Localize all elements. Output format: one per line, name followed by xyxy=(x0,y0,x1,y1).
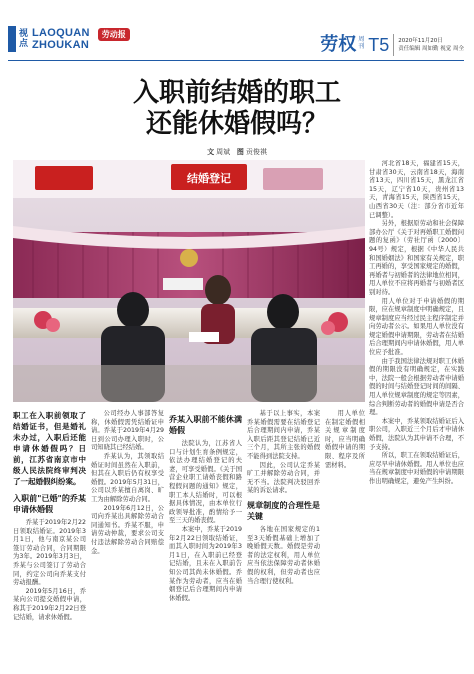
article-column-3 xyxy=(169,410,242,603)
red-sign-left xyxy=(35,166,93,190)
right-para-1: 河北省18天，福建省15天，甘肃省30天，云南省18天，海南省13天，四川省15天，黑龙江省15天，辽宁省10天，贵州省13天，青海省15天，陕西省15天，山西省30天（注：部分省市近年已调整）。 xyxy=(369,160,464,219)
byline-text-label: 文 xyxy=(207,148,215,156)
masthead-vertical-label: 视点 xyxy=(19,29,29,49)
article-column-4 xyxy=(247,410,320,586)
masthead-bar xyxy=(8,26,16,52)
headline xyxy=(0,78,474,140)
right-para-2: 另外，根据原劳动和社会保障部办公厅《关于对再婚职工婚假问题的复函》（劳社厅函〔2000〕94号）规定，根据《中华人民共和国婚姻法》和国家有关规定，职工再婚的，享受国家规定的婚假，再婚者与初婚者的法律地位相同，用人单位不应将再婚者与初婚者区别对待。 xyxy=(369,220,464,296)
col4-para-1: 基于以上事实，本案乔某婚假需要在结婚登记后合理期间内申请，乔某入职后距其登记结婚已近三个月，其所主张的婚假不能得到法院支持。 xyxy=(247,410,320,460)
col2-para-3: 2019年6月12日，公司向乔某出具解除劳动合同通知书。乔某不服，申请劳动仲裁，要求公司支付违法解除劳动合同赔偿金。 xyxy=(91,504,164,555)
right-para-5: 本案中，乔某领取结婚证后入职公司，入职近三个月后才申请休婚假，法院认为其申请不合理，不予支持。 xyxy=(369,417,464,451)
col4-para-2: 因此，公司认定乔某旷工并解除劳动合同，并无不当。法院判决驳回乔某的诉讼请求。 xyxy=(247,461,320,495)
newspaper-logo: 劳动报 xyxy=(98,28,130,41)
section-weekly: 周刊 xyxy=(358,36,365,50)
article-lead: 职工在入职前领取了结婚证书，但是婚礼未办过，入职后还能申请休婚假吗？日前，江苏省南京市中级人民法院终审判决了一起婚假纠纷案。 xyxy=(13,411,86,486)
headline-line1: 入职前结婚的职工 xyxy=(132,78,341,108)
byline xyxy=(0,147,474,157)
staff-head xyxy=(205,275,231,305)
article-column-1 xyxy=(13,410,86,622)
col3-para-1: 法院认为，江苏省人口与计划生育条例规定，依法办理结婚登记的夫妻，可享受婚假。《关于国营企业职工请婚丧假和路程假问题的通知》规定，职工本人结婚时，可以根据具体情况，由本单位行政领导批准，酌情给予一至三天的婚丧假。 xyxy=(169,440,242,525)
issue-date: 2020年11月20日 xyxy=(398,38,443,44)
person-left-head xyxy=(117,292,149,328)
col1-para-2: 2019年5月16日，乔某向公司提交婚假申请，称其于2019年2月22日登记结婚，请求休婚假。 xyxy=(13,587,86,621)
article-column-right xyxy=(369,160,464,660)
col3-para-2: 本案中，乔某于2019年2月22日领取结婚证，而其入职时间为2019年3月1日，在入职前已经登记结婚，且未在入职前告知公司其尚未休婚假。乔某作为劳动者，应当在婚姻登记后合理期间内申请休婚假。 xyxy=(169,525,242,602)
byline-photographer: 贡俊祺 xyxy=(245,148,267,156)
marriage-registry-photo xyxy=(13,160,365,402)
col1-para-1: 乔某于2019年2月22日领取结婚证。2019年3月1日，他与南京某公司签订劳动合同，合同期限为3年。2019年3月3日，乔某与公司签订了劳动合同，约定公司向乔某支付劳动报酬。 xyxy=(13,519,86,587)
subhead-1: 入职前"已婚"的乔某申请休婚假 xyxy=(13,494,86,514)
page-header xyxy=(0,0,474,58)
right-para-3: 用人单位对于申请婚假的期限，应在规章制度中明确规定，且规章制度应当经过民主程序制定并向劳动者公示。如果用人单位没有规定婚假申请期限，劳动者在结婚后合理期间内申请休婚假，用人单位应予批准。 xyxy=(369,297,464,357)
issue-editors: 责任编辑 周如勤 视觉 周全 xyxy=(398,46,464,52)
col5-para-1: 用人单位在制定婚假相关规章制度时，应当明确婚假申请的期限、程序及所需材料。 xyxy=(325,410,365,469)
header-rule xyxy=(8,60,464,61)
news-photo xyxy=(13,160,365,402)
section-info xyxy=(320,34,464,56)
right-para-6: 所以，职工在领取结婚证后，应尽早申请休婚假。用人单位也应当在规章制度中对婚假的申请期限作出明确规定，避免产生纠纷。 xyxy=(369,452,464,485)
person-right-head xyxy=(267,294,299,330)
masthead-english xyxy=(32,27,90,51)
article-column-2 xyxy=(91,410,164,556)
col2-para-2: 乔某认为，其领取结婚证时间虽然在入职前，但其在入职后仍有权享受婚假。2019年5月31日，公司以乔某擅自离岗、旷工为由解除劳动合同。 xyxy=(91,452,164,503)
headline-line2: 还能休婚假吗？ xyxy=(145,109,328,139)
col2-para-1: 公司经办人事部答复称，休婚假需凭结婚证申请。乔某于2019年4月29日到公司办理入职时，公司知晓其已经结婚。 xyxy=(91,410,164,452)
emblem xyxy=(180,249,198,267)
registry-sign-text: 结婚登记 xyxy=(187,172,231,185)
subhead-2: 乔某入职前不能休满婚假 xyxy=(169,415,242,435)
subhead-3: 规章制度的合理性是关键 xyxy=(247,500,320,521)
issue-meta xyxy=(398,37,464,53)
article-column-5 xyxy=(325,410,365,470)
byline-image-label: 图 xyxy=(236,148,244,156)
masthead xyxy=(8,24,130,54)
section-name: 劳权 xyxy=(320,34,357,55)
masthead-en-line2: ZHOUKAN xyxy=(32,39,90,51)
byline-author: 周斌 xyxy=(216,148,231,156)
right-para-4: 由于我国法律法规对职工休婚假的期限没有明确规定，在实践中，法院一般会根据劳动者申请婚假的时间与结婚登记时间的间隔、用人单位规章制度的规定等因素，综合判断劳动者的婚假申请是否合理。 xyxy=(369,357,464,417)
col4-para-3: 各地在国家规定的1至3天婚假基础上增加了晚婚假天数。婚假是劳动者的法定权利，用人单位应当依法保障劳动者休婚假的权利，但劳动者也应当合理行使权利。 xyxy=(247,525,320,585)
masthead-en-line1: LAOQUAN xyxy=(32,27,90,39)
page-number: T5 xyxy=(368,34,394,56)
